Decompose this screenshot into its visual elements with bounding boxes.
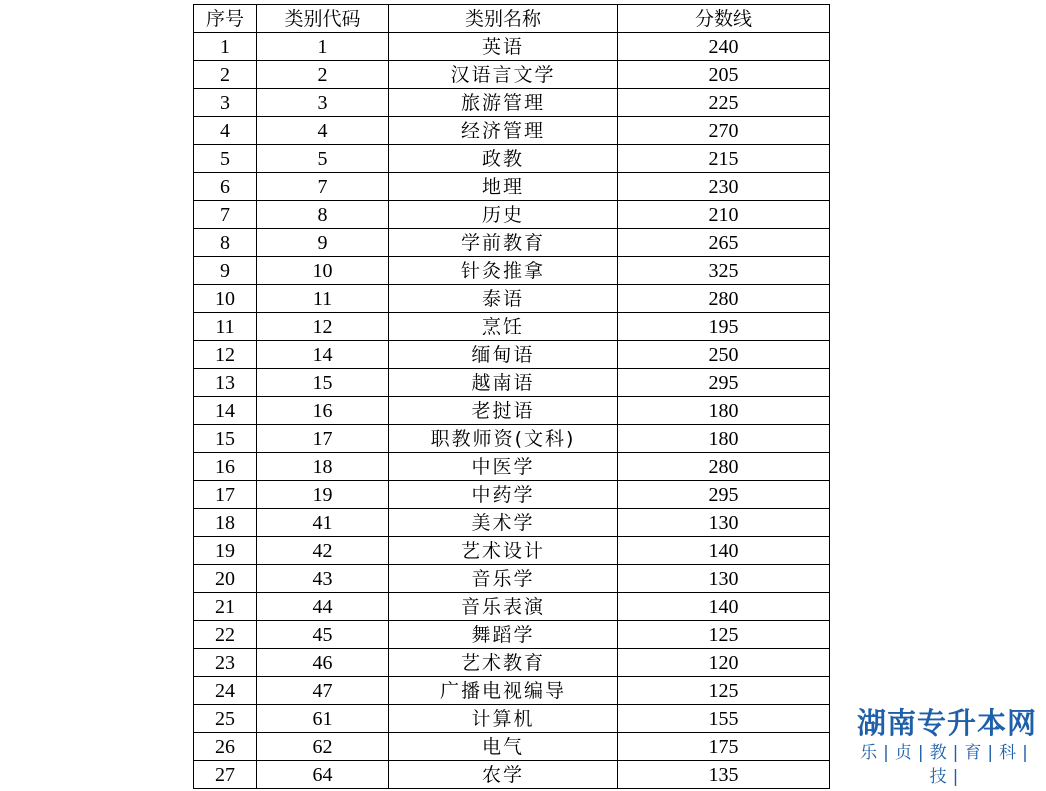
cell-index: 6	[194, 173, 257, 201]
cell-category-code: 41	[257, 509, 389, 537]
table-row	[194, 61, 830, 89]
header-index: 序号	[194, 5, 257, 33]
header-category-code: 类别代码	[257, 5, 389, 33]
cell-score: 280	[618, 285, 830, 313]
table-row	[194, 537, 830, 565]
table-row	[194, 257, 830, 285]
cell-category-name: 旅游管理	[389, 89, 618, 117]
cell-category-name: 音乐表演	[389, 593, 618, 621]
cell-category-code: 45	[257, 621, 389, 649]
cell-category-name: 音乐学	[389, 565, 618, 593]
cell-index: 9	[194, 257, 257, 285]
cell-index: 22	[194, 621, 257, 649]
cell-category-name: 越南语	[389, 369, 618, 397]
table-row	[194, 369, 830, 397]
cell-category-name: 中药学	[389, 481, 618, 509]
cell-category-name: 计算机	[389, 705, 618, 733]
cell-category-name: 泰语	[389, 285, 618, 313]
cell-score: 295	[618, 481, 830, 509]
cell-category-name: 老挝语	[389, 397, 618, 425]
cell-index: 25	[194, 705, 257, 733]
cell-index: 14	[194, 397, 257, 425]
table-row	[194, 341, 830, 369]
cell-category-name: 美术学	[389, 509, 618, 537]
cell-category-name: 学前教育	[389, 229, 618, 257]
cell-index: 24	[194, 677, 257, 705]
cell-category-name: 艺术教育	[389, 649, 618, 677]
cell-category-name: 职教师资(文科)	[389, 425, 618, 453]
cell-category-code: 3	[257, 89, 389, 117]
cell-category-code: 5	[257, 145, 389, 173]
cell-score: 155	[618, 705, 830, 733]
cell-category-code: 14	[257, 341, 389, 369]
cell-score: 230	[618, 173, 830, 201]
cell-index: 5	[194, 145, 257, 173]
cell-index: 13	[194, 369, 257, 397]
watermark-title: 湖南专升本网	[856, 706, 1037, 740]
header-score-line: 分数线	[618, 5, 830, 33]
cell-index: 1	[194, 33, 257, 61]
cell-category-name: 中医学	[389, 453, 618, 481]
table-row	[194, 761, 830, 789]
table-row	[194, 397, 830, 425]
cell-index: 15	[194, 425, 257, 453]
table-row	[194, 313, 830, 341]
cell-category-code: 8	[257, 201, 389, 229]
table-row	[194, 173, 830, 201]
table-row	[194, 145, 830, 173]
cell-category-name: 广播电视编导	[389, 677, 618, 705]
cell-category-name: 艺术设计	[389, 537, 618, 565]
cell-score: 210	[618, 201, 830, 229]
cell-score: 125	[618, 621, 830, 649]
cell-index: 2	[194, 61, 257, 89]
cell-score: 205	[618, 61, 830, 89]
cell-score: 240	[618, 33, 830, 61]
cell-score: 225	[618, 89, 830, 117]
cell-category-code: 64	[257, 761, 389, 789]
table-row	[194, 201, 830, 229]
cell-category-code: 47	[257, 677, 389, 705]
cell-category-code: 10	[257, 257, 389, 285]
cell-category-name: 舞蹈学	[389, 621, 618, 649]
cell-index: 23	[194, 649, 257, 677]
table-row	[194, 453, 830, 481]
table-row	[194, 565, 830, 593]
cell-category-code: 4	[257, 117, 389, 145]
cell-category-name: 农学	[389, 761, 618, 789]
cell-score: 180	[618, 397, 830, 425]
cell-score: 195	[618, 313, 830, 341]
cell-category-code: 1	[257, 33, 389, 61]
cell-score: 250	[618, 341, 830, 369]
table-row	[194, 285, 830, 313]
cell-index: 17	[194, 481, 257, 509]
cell-category-name: 地理	[389, 173, 618, 201]
cell-score: 295	[618, 369, 830, 397]
cell-category-name: 针灸推拿	[389, 257, 618, 285]
cell-index: 26	[194, 733, 257, 761]
table-row	[194, 33, 830, 61]
cell-index: 27	[194, 761, 257, 789]
cell-category-code: 12	[257, 313, 389, 341]
cell-category-code: 2	[257, 61, 389, 89]
cell-category-code: 11	[257, 285, 389, 313]
cell-category-name: 电气	[389, 733, 618, 761]
table-row	[194, 481, 830, 509]
cell-score: 280	[618, 453, 830, 481]
table-row	[194, 425, 830, 453]
cell-index: 21	[194, 593, 257, 621]
cell-index: 11	[194, 313, 257, 341]
cell-category-code: 42	[257, 537, 389, 565]
cell-index: 8	[194, 229, 257, 257]
table-body	[194, 33, 830, 789]
cell-category-code: 17	[257, 425, 389, 453]
cell-category-name: 经济管理	[389, 117, 618, 145]
cell-index: 12	[194, 341, 257, 369]
table-header	[194, 5, 830, 33]
table-row	[194, 509, 830, 537]
cell-category-code: 7	[257, 173, 389, 201]
watermark-subtitle: 乐|贞|教|育|科|技|	[860, 743, 1034, 787]
cell-category-code: 44	[257, 593, 389, 621]
cell-category-name: 缅甸语	[389, 341, 618, 369]
cell-score: 175	[618, 733, 830, 761]
cell-category-name: 历史	[389, 201, 618, 229]
cell-category-code: 16	[257, 397, 389, 425]
table-row	[194, 229, 830, 257]
table-row	[194, 117, 830, 145]
cell-score: 270	[618, 117, 830, 145]
cell-score: 215	[618, 145, 830, 173]
cell-score: 125	[618, 677, 830, 705]
cell-category-code: 46	[257, 649, 389, 677]
cell-category-name: 政教	[389, 145, 618, 173]
cell-category-code: 15	[257, 369, 389, 397]
header-row	[194, 5, 830, 33]
cell-category-name: 英语	[389, 33, 618, 61]
cell-index: 4	[194, 117, 257, 145]
cell-index: 7	[194, 201, 257, 229]
cell-index: 18	[194, 509, 257, 537]
cell-category-code: 9	[257, 229, 389, 257]
table-row	[194, 649, 830, 677]
cell-index: 10	[194, 285, 257, 313]
cell-score: 265	[618, 229, 830, 257]
cell-index: 19	[194, 537, 257, 565]
table-row	[194, 677, 830, 705]
cell-score: 135	[618, 761, 830, 789]
cell-score: 180	[618, 425, 830, 453]
table-row	[194, 593, 830, 621]
table-row	[194, 733, 830, 761]
cell-index: 16	[194, 453, 257, 481]
cell-category-code: 19	[257, 481, 389, 509]
cell-category-code: 18	[257, 453, 389, 481]
cell-score: 140	[618, 593, 830, 621]
cell-score: 140	[618, 537, 830, 565]
site-watermark	[854, 705, 1040, 789]
table-row	[194, 89, 830, 117]
cell-category-code: 43	[257, 565, 389, 593]
cell-index: 3	[194, 89, 257, 117]
cell-score: 120	[618, 649, 830, 677]
cell-category-code: 62	[257, 733, 389, 761]
header-category-name: 类别名称	[389, 5, 618, 33]
cell-score: 325	[618, 257, 830, 285]
cell-score: 130	[618, 509, 830, 537]
score-table	[193, 4, 830, 789]
cell-index: 20	[194, 565, 257, 593]
table-row	[194, 621, 830, 649]
table-row	[194, 705, 830, 733]
cell-score: 130	[618, 565, 830, 593]
cell-category-name: 汉语言文学	[389, 61, 618, 89]
cell-category-name: 烹饪	[389, 313, 618, 341]
cell-category-code: 61	[257, 705, 389, 733]
